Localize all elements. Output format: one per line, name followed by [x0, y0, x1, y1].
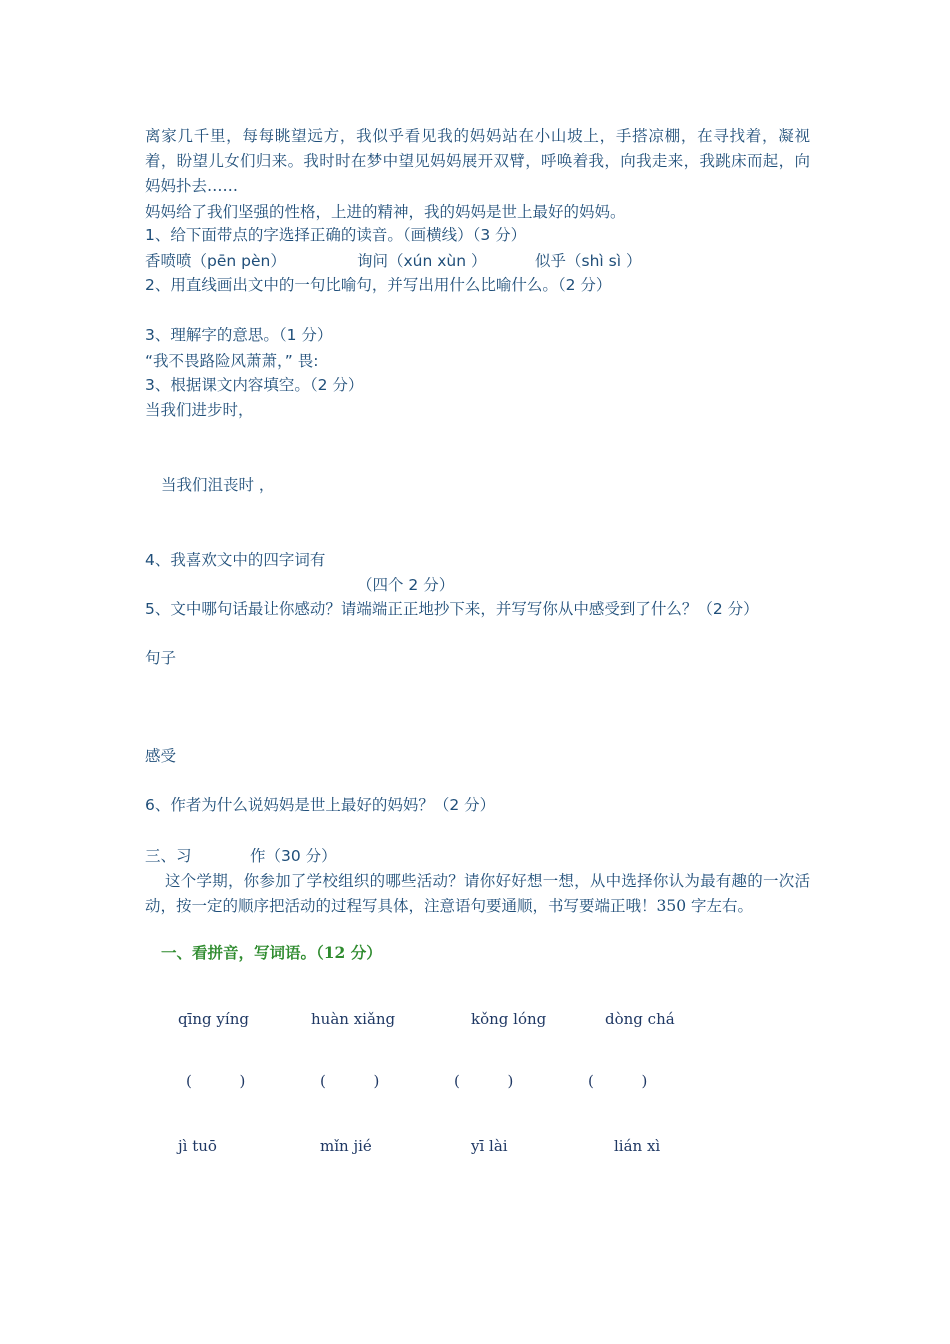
question-3a-sentence: “我不畏路险风萧萧，” 畏:	[145, 352, 319, 370]
question-3b-line-1: 当我们进步时，	[145, 401, 254, 419]
answer-blank-1[interactable]: ( )	[186, 1072, 246, 1090]
answer-blank-4[interactable]: ( )	[588, 1072, 648, 1090]
pinyin-word-4: dòng chá	[605, 1010, 675, 1028]
question-3a: 3、理解字的意思。（1 分）	[145, 326, 333, 344]
pinyin-word-7: yī lài	[471, 1137, 508, 1155]
pinyin-word-5: jì tuō	[178, 1137, 217, 1155]
pinyin-word-3: kǒng lóng	[471, 1010, 547, 1028]
pinyin-word-6: mǐn jié	[320, 1137, 372, 1155]
answer-blank-3[interactable]: ( )	[454, 1072, 514, 1090]
question-5: 5、文中哪句话最让你感动？请端端正正地抄下来，并写写你从中感受到了什么？（2 分）	[145, 600, 759, 618]
pinyin-word-1: qīng yíng	[178, 1010, 249, 1028]
composition-title-part-1: 三、习	[145, 847, 192, 865]
passage-paragraph-1: 离家几千里，每每眺望远方，我似乎看见我的妈妈站在小山坡上，手搭凉棚，在寻找着，凝视着，盼望儿女们归来。我时时在梦中望见妈妈展开双臂，呼唤着我，向我走来，我跳床而起，向妈妈扑去……	[145, 127, 810, 195]
answer-blank-2[interactable]: ( )	[320, 1072, 380, 1090]
composition-prompt: 这个学期，你参加了学校组织的哪些活动？请你好好想一想，从中选择你认为最有趣的一次活动，按一定的顺序把活动的过程写具体，注意语句要通顺，书写要端正哦！350 字左右。	[145, 872, 810, 915]
pinyin-word-2: huàn xiǎng	[311, 1010, 396, 1028]
question-3b: 3、根据课文内容填空。（2 分）	[145, 376, 364, 394]
question-3b-line-2: 当我们沮丧时 ，	[161, 476, 275, 494]
pinyin-word-8: lián xì	[614, 1137, 661, 1155]
question-2: 2、用直线画出文中的一句比喻句，并写出用什么比喻什么。（2 分）	[145, 276, 612, 294]
question-5-feeling-label: 感受	[145, 747, 177, 765]
q1-option-3: 似乎（shì sì ）	[535, 252, 642, 270]
question-6: 6、作者为什么说妈妈是世上最好的妈妈？（2 分）	[145, 796, 496, 814]
passage-paragraph-2: 妈妈给了我们坚强的性格，上进的精神，我的妈妈是世上最好的妈妈。	[145, 203, 626, 221]
composition-title-part-2: 作（30 分）	[250, 847, 337, 865]
question-4: 4、我喜欢文中的四字词有	[145, 551, 326, 569]
pinyin-section-heading: 一、看拼音，写词语。（12 分）	[161, 943, 382, 962]
question-5-sentence-label: 句子	[145, 649, 177, 667]
q1-option-1: 香喷喷（pēn pèn）	[145, 252, 286, 270]
question-4-score: （四个 2 分）	[357, 576, 455, 594]
question-1: 1、给下面带点的字选择正确的读音。（画横线）（3 分）	[145, 226, 527, 244]
q1-option-2: 询问（xún xùn ）	[357, 252, 487, 270]
